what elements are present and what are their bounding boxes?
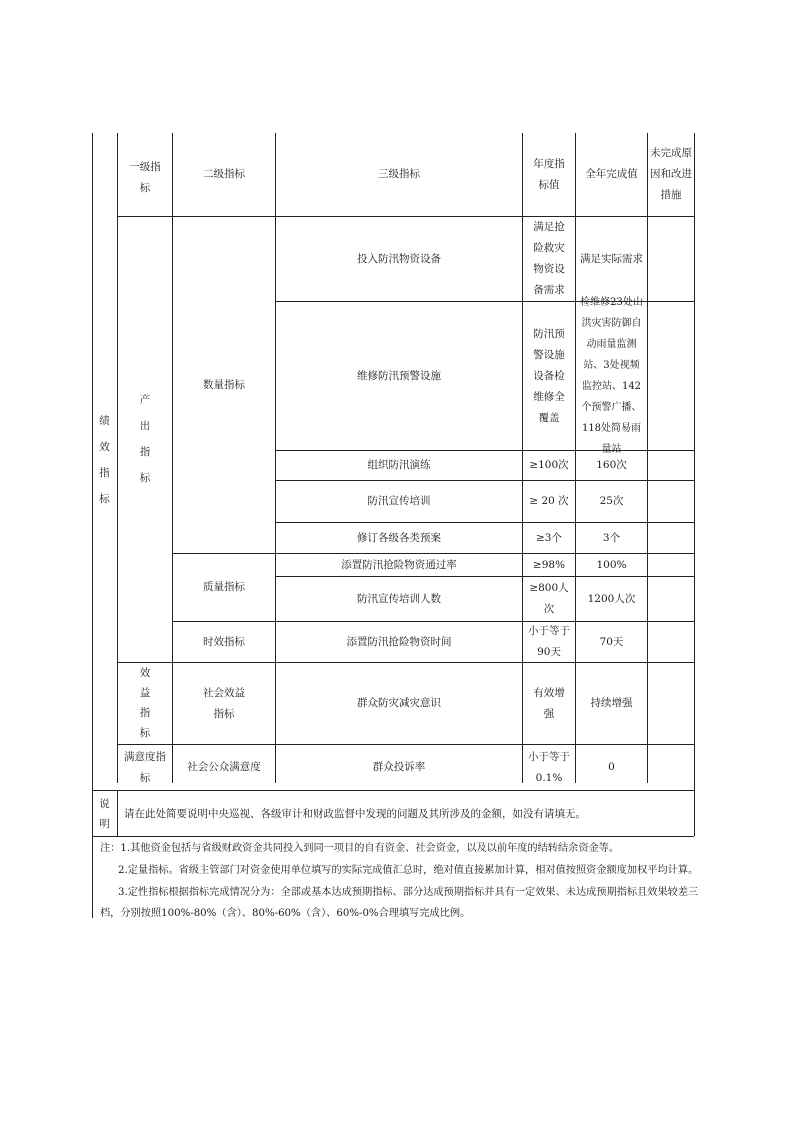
explain-label: 说 明 [99,797,110,830]
section-label-performance: 绩 效 指 标 [99,415,110,505]
table-row-indicator: 修订各级各类预案 [357,531,441,544]
table-row-target: 防汛预警设施设备检维修全覆盖 [533,327,565,424]
table-row-indicator: 群众防灾减灾意识 [357,697,441,709]
header-reason: 未完成原因和改进措施 [650,147,692,201]
table-row-target: ≥800人次 [529,582,569,615]
table-row-target: ≥3个 [536,531,562,544]
header-annual-target: 年度指标值 [533,157,565,191]
table-row-target: ≥ 20 次 [529,495,569,507]
note-line-1: 注：1.其他资金包括与省级财政资金共同投入到同一项目的自有资金、社会资金，以及以前年度的结转结余资金等。 [100,843,620,854]
header-level3: 三级指标 [378,168,420,180]
header-level1: 一级指标 [129,161,161,194]
table-row-value: 0 [608,761,615,773]
table-row-indicator: 组织防汛演练 [367,459,431,471]
level2-public-satisfaction: 社会公众满意度 [187,761,261,773]
table-row-indicator: 防汛宣传培训人数 [357,592,441,605]
table-row-indicator: 添置防汛抢险物资时间 [346,635,452,648]
table-row-value: 持续增强 [590,697,633,709]
table-row-indicator: 防汛宣传培训 [367,495,431,507]
table-row-value: 1200人次 [587,592,636,605]
table-row-value: 100% [596,558,627,571]
table-row-value: 25次 [599,495,624,507]
note-line-3: 3.定性指标根据指标完成情况分为：全部或基本达成预期指标、部分达成预期指标并具有一定效果、未达成预期指标且效果较差三 [118,887,699,898]
table-row-indicator: 投入防汛物资设备 [357,252,441,265]
level1-output: 产 出 指 标 [139,394,151,484]
table-row-target: ≥100次 [529,459,569,471]
table-row-target: 小于等于90天 [528,625,570,658]
table-row-value: 3个 [602,531,621,544]
explain-text: 请在此处简要说明中央巡视、各级审计和财政监督中发现的问题及其所涉及的金额，如没有请填无。 [124,808,586,820]
note-line-4: 档，分别按照100%-80%（含）、80%-60%（含）、60%-0%合理填写完成比例。 [100,908,471,919]
table-row-value: 检维修23处山洪灾害防御自动雨量监测站、3处视频监控站、142个预警广播、118处简易雨量站 [580,297,643,455]
level2-timeliness: 时效指标 [203,635,245,648]
level2-social-benefit: 社会效益指标 [203,686,245,720]
note-line-2: 2.定量指标。省级主管部门对资金使用单位填写的实际完成值汇总时，绝对值直接累加计算，相对值按照资金额度加权平均计算。 [118,865,699,876]
table-row-target: 有效增强 [533,686,565,720]
table-row-value: 70天 [599,635,624,648]
table-row-indicator: 群众投诉率 [372,761,426,773]
level1-satisfaction: 满意度指标 [124,750,166,784]
table-row-target: ≥98% [532,558,566,571]
table-row-value: 满足实际需求 [580,252,643,265]
level2-quantity: 数量指标 [203,378,245,391]
level1-benefit: 效 益 指 标 [139,667,151,739]
level2-quality: 质量指标 [203,581,245,593]
table-row-target: 小于等于0.1% [528,750,570,784]
header-level2: 二级指标 [203,168,245,180]
table-row-indicator: 维修防汛预警设施 [357,369,441,382]
table-row-value: 160次 [596,459,627,471]
table-row-indicator: 添置防汛抢险物资通过率 [341,558,457,571]
header-full-year-value: 全年完成值 [585,168,638,180]
table-border-right [694,133,695,836]
table-row-target: 满足抢险救灾物资设备需求 [533,221,565,296]
